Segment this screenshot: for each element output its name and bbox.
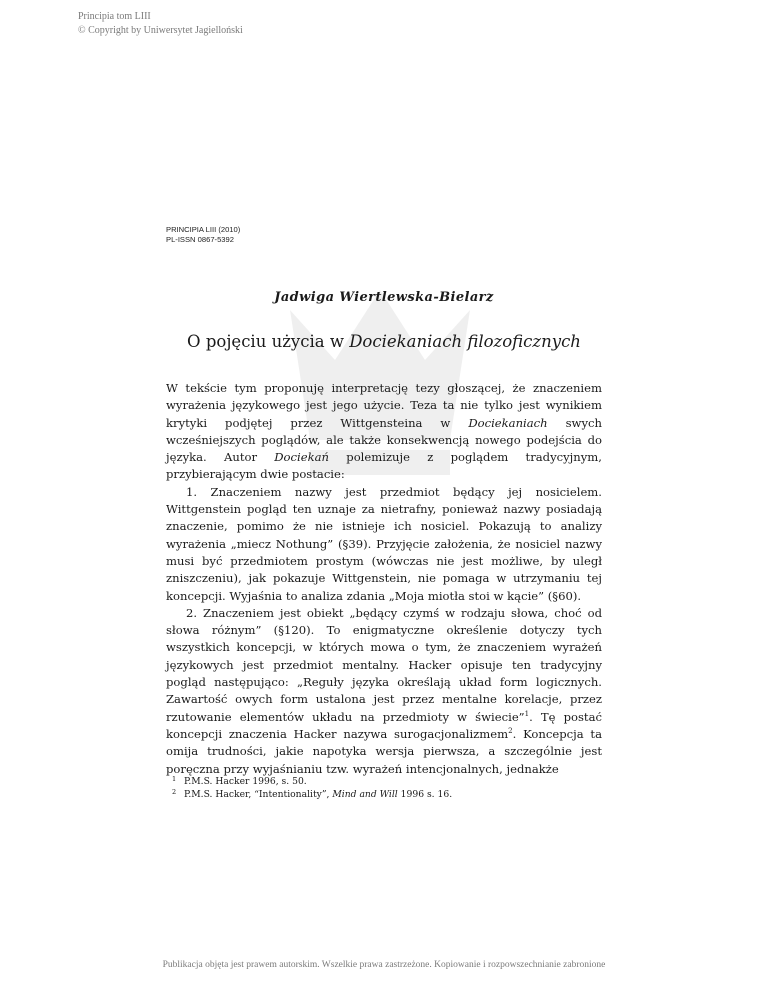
paragraph-point-2 xyxy=(166,605,602,778)
footnote-1 xyxy=(166,775,602,788)
copyright-footer: Publikacja objęta jest prawem autorskim. Wszelkie prawa zastrzeżone. Kopiowanie i rozpowszechnianie zabronione xyxy=(162,960,606,970)
title-italic: Dociekaniach filozoficznych xyxy=(349,332,581,351)
article-body xyxy=(166,380,602,778)
para3-text-c: . Koncepcja ta omija trudności, jakie napotyka wersja pierwsza, a szczególnie jest poręczna przy wyjaśnianiu tzw. wyrażeń intencjonalnych, jednakże xyxy=(166,726,603,776)
footnote-2-text-post: 1996 s. 16. xyxy=(397,789,453,800)
article-title xyxy=(166,332,602,351)
para3-text-a: 2. Znaczeniem jest obiekt „będący czymś w rodzaju słowa, choć od słowa różnym” (§120). To enigmatyczne określenie dotyczy tych wszystkich koncepcji, w których mowa o tym, że znaczeniem wyrażeń językowych jest przedmiot mentalny. Hacker opisuje ten tradycyjny pogląd następująco: „Reguły języka określają układ form logicznych. Zawartość owych form ustalona jest przez mentalne korelacje, przez rzutowanie elementów układu na przedmioty w świecie” xyxy=(166,605,602,724)
footnote-2-number: 2 xyxy=(172,788,177,796)
para1-italic-d: Dociekań xyxy=(274,450,330,465)
journal-issue: PRINCIPIA LIII (2010) xyxy=(166,225,241,234)
footnote-2-text-pre: P.M.S. Hacker, “Intentionality”, xyxy=(184,789,333,800)
paragraph-intro xyxy=(166,380,602,484)
para3-text-b: . Tę postać koncepcji znaczenia Hacker nazywa surogacjonalizmem xyxy=(166,709,602,741)
paragraph-point-1: 1. Znaczeniem nazwy jest przedmiot będący jej nosicielem. Wittgenstein pogląd ten uznaje za nietrafny, ponieważ nazwy posiadają znaczenie, pomimo że nie istnieje ich nosiciel. Pokazują to analizy wyrażenia „miecz Nothung” (§39). Przyjęcie założenia, że nosiciel nazwy musi być przedmiotem prostym (wówczas nie jest możliwe, by uległ zniszczeniu), jak pokazuje Wittgenstein, nie pomaga w utrzymaniu tej koncepcji. Wyjaśnia to analiza zdania „Moja miotła stoi w kącie” (§60). xyxy=(166,484,602,603)
footnote-1-number: 1 xyxy=(172,775,177,783)
footnote-2-italic: Mind and Will xyxy=(332,789,398,800)
footnote-2 xyxy=(166,788,602,801)
journal-info xyxy=(166,225,240,245)
para1-text-c: swych wcześniejszych poglądów, ale także konsekwencją nowego podejścia do języka. Autor xyxy=(166,415,602,465)
title-prefix: O pojęciu użycia w xyxy=(187,332,350,351)
footnotes xyxy=(166,775,602,801)
article-author: Jadwiga Wiertlewska-Bielarz xyxy=(274,290,494,305)
copyright-header xyxy=(78,10,243,38)
journal-issn: PL-ISSN 0867-5392 xyxy=(166,235,234,244)
footnote-1-text: P.M.S. Hacker 1996, s. 50. xyxy=(184,776,307,787)
para1-text-a: W tekście tym proponuję interpretację tezy głoszącej, że znaczeniem wyrażenia językowego jest jego użycie. Teza ta nie tylko jest wynikiem krytyki podjętej przez Wittgensteina w xyxy=(166,381,602,430)
para1-italic-b: Dociekaniach xyxy=(468,415,548,430)
footnote-ref-2[interactable]: 2 xyxy=(508,727,513,736)
footnote-ref-1[interactable]: 1 xyxy=(524,709,530,718)
copyright-line-2: © Copyright by Uniwersytet Jagielloński xyxy=(78,25,243,36)
copyright-line-1: Principia tom LIII xyxy=(78,11,151,22)
para1-text-e: polemizuje z poglądem tradycyjnym, przybierającym dwie postacie: xyxy=(166,450,602,482)
